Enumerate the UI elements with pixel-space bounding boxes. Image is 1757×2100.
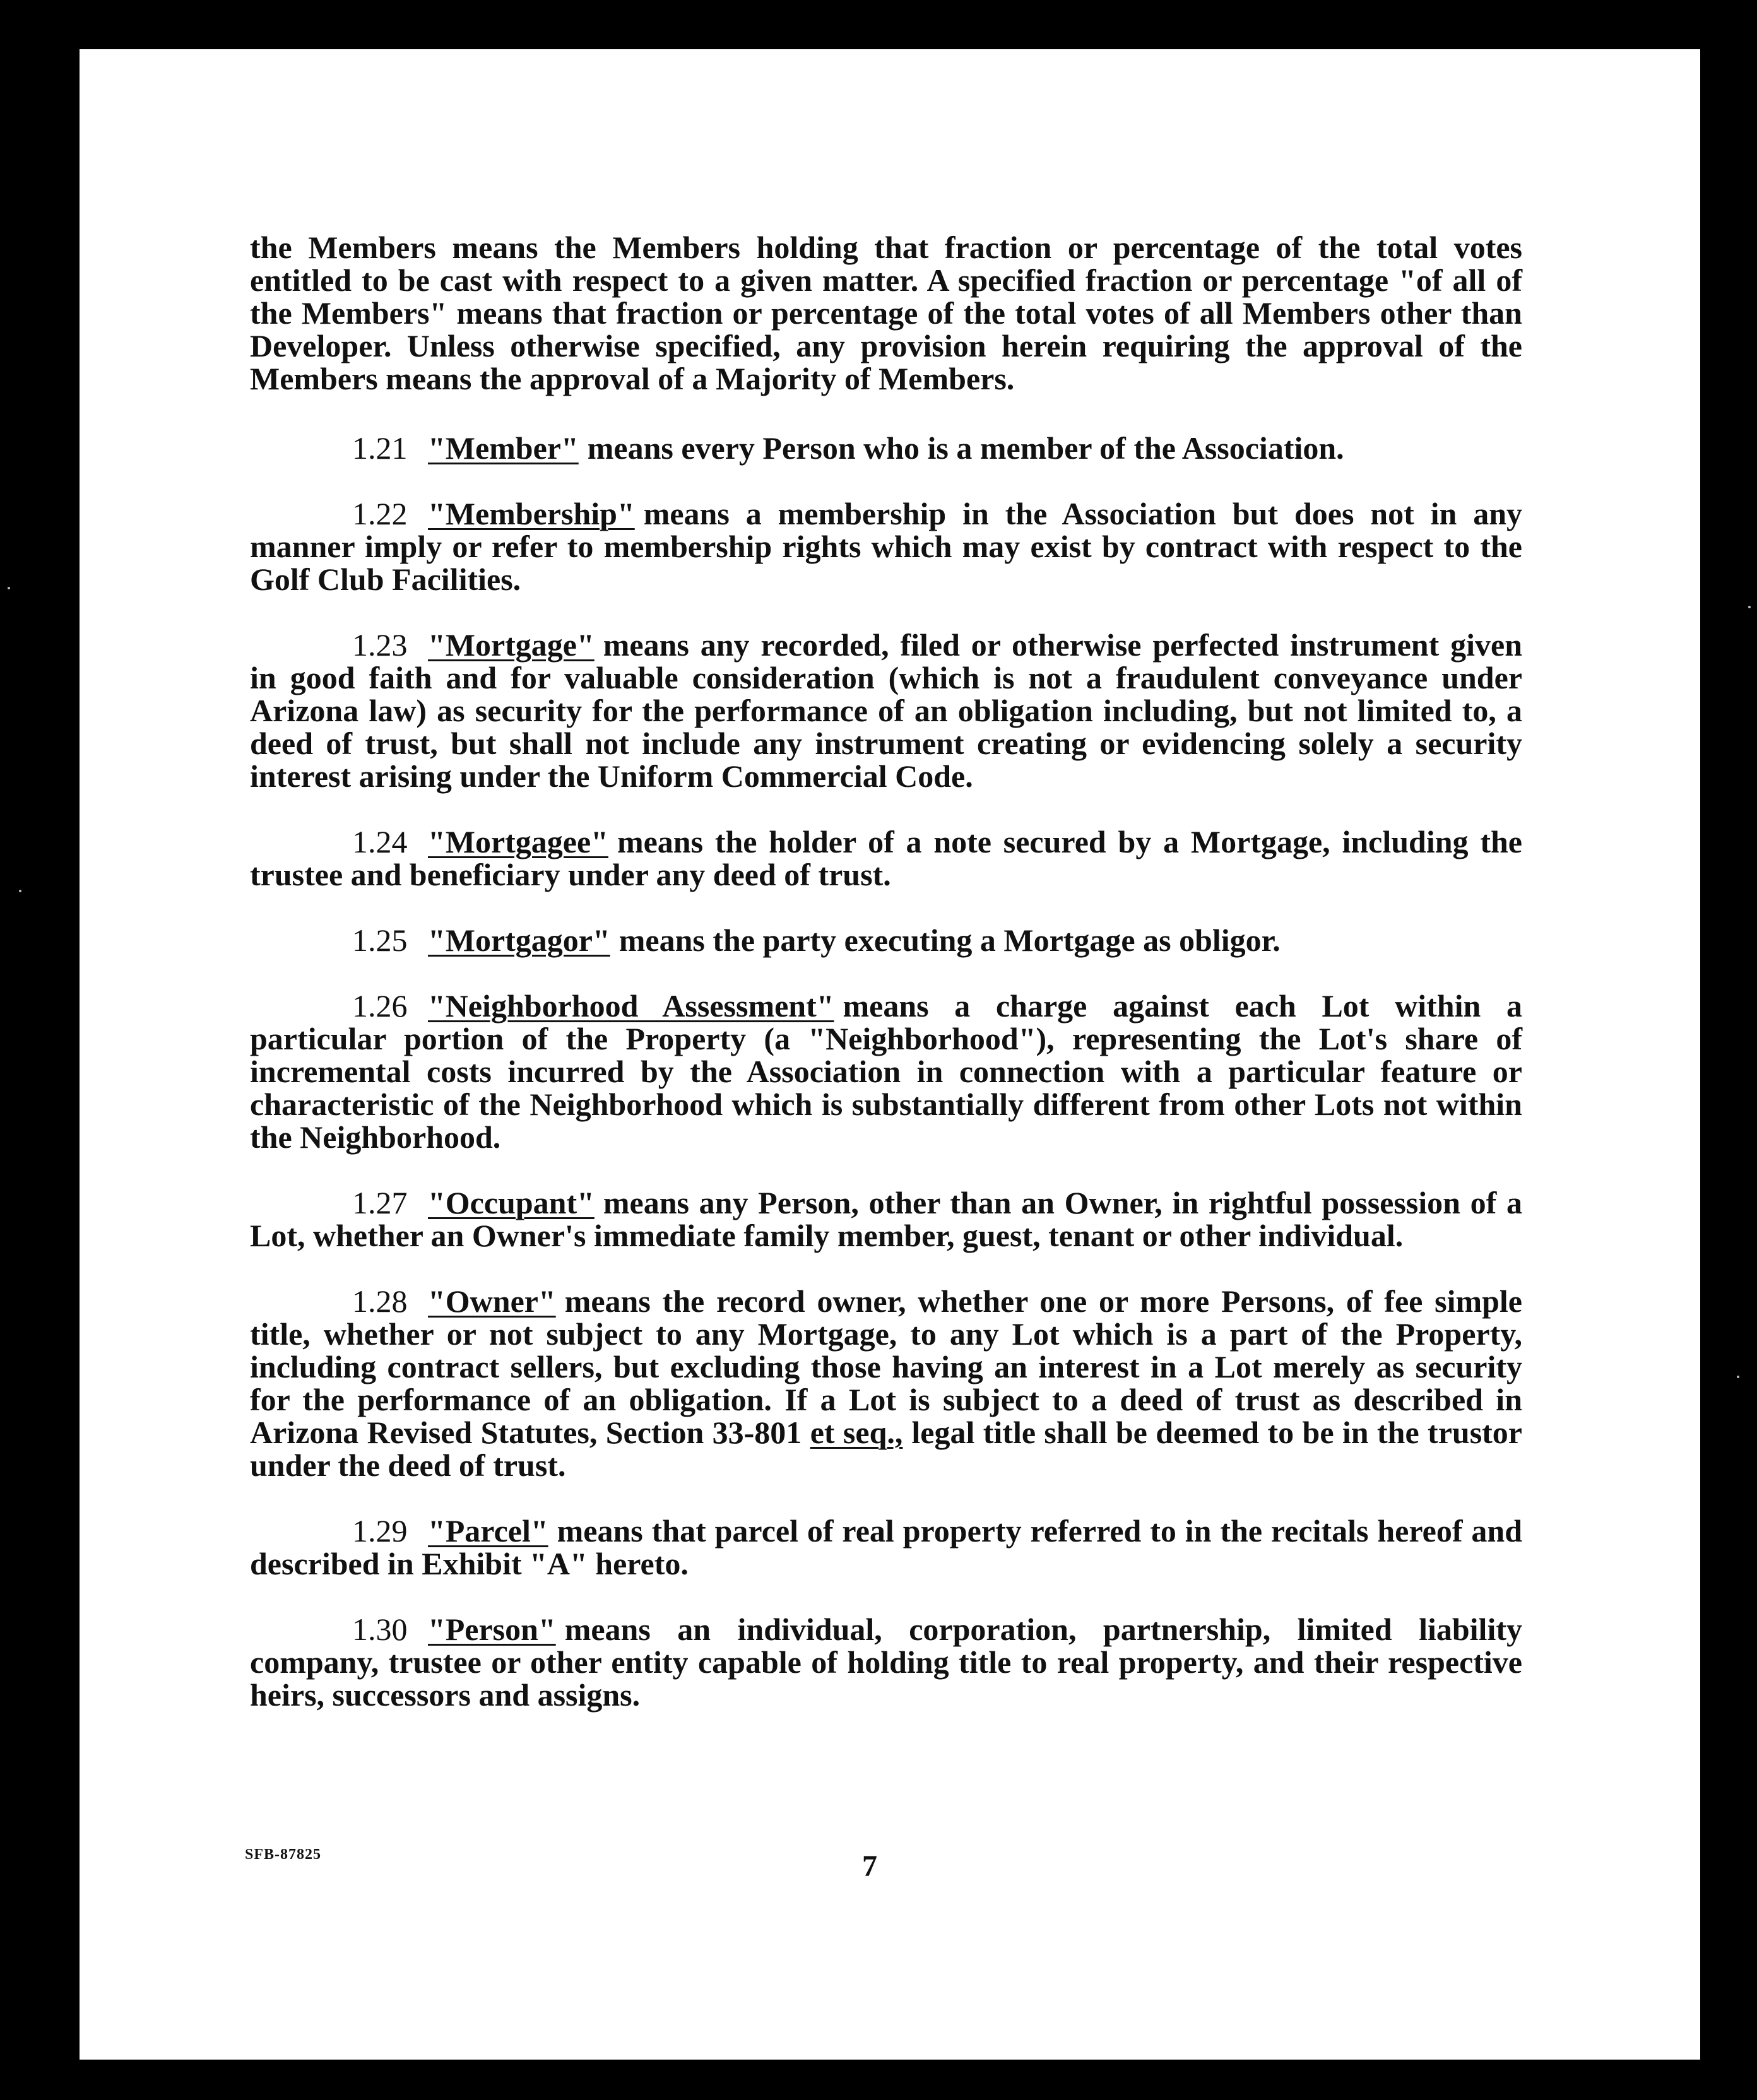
definition-term: "Owner"	[428, 1283, 556, 1319]
definition-term: "Mortgagee"	[428, 824, 608, 859]
latin-emphasis: et seq.,	[810, 1415, 903, 1450]
definition-number: 1.28	[352, 1283, 408, 1319]
definition-text: means the record owner, whether one or more Persons, of fee simple title, whether or not subject to any Mortgage, to any Lot which is a part of the Property, including contract sellers, but excluding those having an interest in a Lot merely as security for the performance of an obligation. If a Lot is subject to a deed of trust as described in Arizona Revised Statutes, Section 33-801	[250, 1283, 1522, 1450]
definition-1-22	[250, 497, 1522, 596]
definition-1-25	[250, 924, 1522, 957]
page-number: 7	[862, 1849, 877, 1883]
definition-text: means any recorded, filed or otherwise perfected instrument given in good faith and for valuable consideration (which is not a fraudulent conveyance under Arizona law) as security for the performance of an obligation including, but not limited to, a deed of trust, but shall not include any instrument creating or evidencing solely a security interest arising under the Uniform Commercial Code.	[250, 627, 1522, 794]
definition-text: means every Person who is a member of the Association.	[587, 430, 1344, 466]
definition-text: means a charge against each Lot within a particular portion of the Property (a "Neighborhood"), representing the Lot's share of incremental costs incurred by the Association in connection with a particular feature or characteristic of the Neighborhood which is substantially different from other Lots not within the Neighborhood.	[250, 988, 1522, 1155]
definition-1-24	[250, 825, 1522, 891]
definition-term: "Person"	[428, 1612, 556, 1647]
scan-speck	[8, 587, 10, 589]
definition-number: 1.22	[352, 496, 408, 531]
definition-number: 1.26	[352, 988, 408, 1023]
definition-number: 1.24	[352, 824, 408, 859]
definition-text: means the party executing a Mortgage as obligor.	[618, 923, 1281, 958]
definition-1-21	[250, 432, 1522, 464]
definition-term: "Parcel"	[428, 1513, 548, 1548]
definition-term: "Occupant"	[428, 1185, 595, 1220]
scan-speck	[1748, 606, 1751, 608]
definition-text: means the holder of a note secured by a Mortgage, including the trustee and beneficiary under any deed of trust.	[250, 824, 1522, 892]
intro-paragraph: the Members means the Members holding that fraction or percentage of the total votes entitled to be cast with respect to a given matter. A specified fraction or percentage "of all of the Members" means that fraction or percentage of the total votes of all Members other than Developer. Unless otherwise specified, any provision herein requiring the approval of the Members means the approval of a Majority of Members.	[250, 230, 1522, 396]
definition-1-27	[250, 1186, 1522, 1252]
definition-text-continued: legal title shall be deemed to be in the trustor under the deed of trust.	[250, 1415, 1522, 1483]
definition-1-26	[250, 989, 1522, 1153]
document-id: SFB-87825	[245, 1846, 322, 1863]
document-body	[250, 231, 1522, 1744]
definition-1-30	[250, 1613, 1522, 1711]
definition-number: 1.23	[352, 627, 408, 663]
definition-number: 1.29	[352, 1513, 408, 1548]
definition-text: means that parcel of real property referred to in the recitals hereof and described in Exhibit "A" hereto.	[250, 1513, 1522, 1581]
definition-text: means an individual, corporation, partnership, limited liability company, trustee or other entity capable of holding title to real property, and their respective heirs, successors and assigns.	[250, 1612, 1522, 1713]
definition-term: "Neighborhood Assessment"	[428, 988, 834, 1023]
definition-1-29	[250, 1514, 1522, 1580]
definition-number: 1.27	[352, 1185, 408, 1220]
definition-number: 1.30	[352, 1612, 408, 1647]
definition-number: 1.21	[352, 430, 408, 466]
definition-term: "Member"	[428, 430, 579, 466]
definition-1-28	[250, 1285, 1522, 1482]
definition-term: "Mortgagor"	[428, 923, 610, 958]
definition-term: "Membership"	[428, 496, 635, 531]
scan-speck	[19, 890, 21, 892]
scan-speck	[1737, 1376, 1739, 1378]
definition-text: means a membership in the Association but does not in any manner imply or refer to membership rights which may exist by contract with respect to the Golf Club Facilities.	[250, 496, 1522, 597]
document-page	[80, 49, 1700, 2060]
definition-1-23	[250, 628, 1522, 793]
definition-term: "Mortgage"	[428, 627, 595, 663]
definition-number: 1.25	[352, 923, 408, 958]
definition-text: means any Person, other than an Owner, in rightful possession of a Lot, whether an Owner's immediate family member, guest, tenant or other individual.	[250, 1185, 1522, 1253]
